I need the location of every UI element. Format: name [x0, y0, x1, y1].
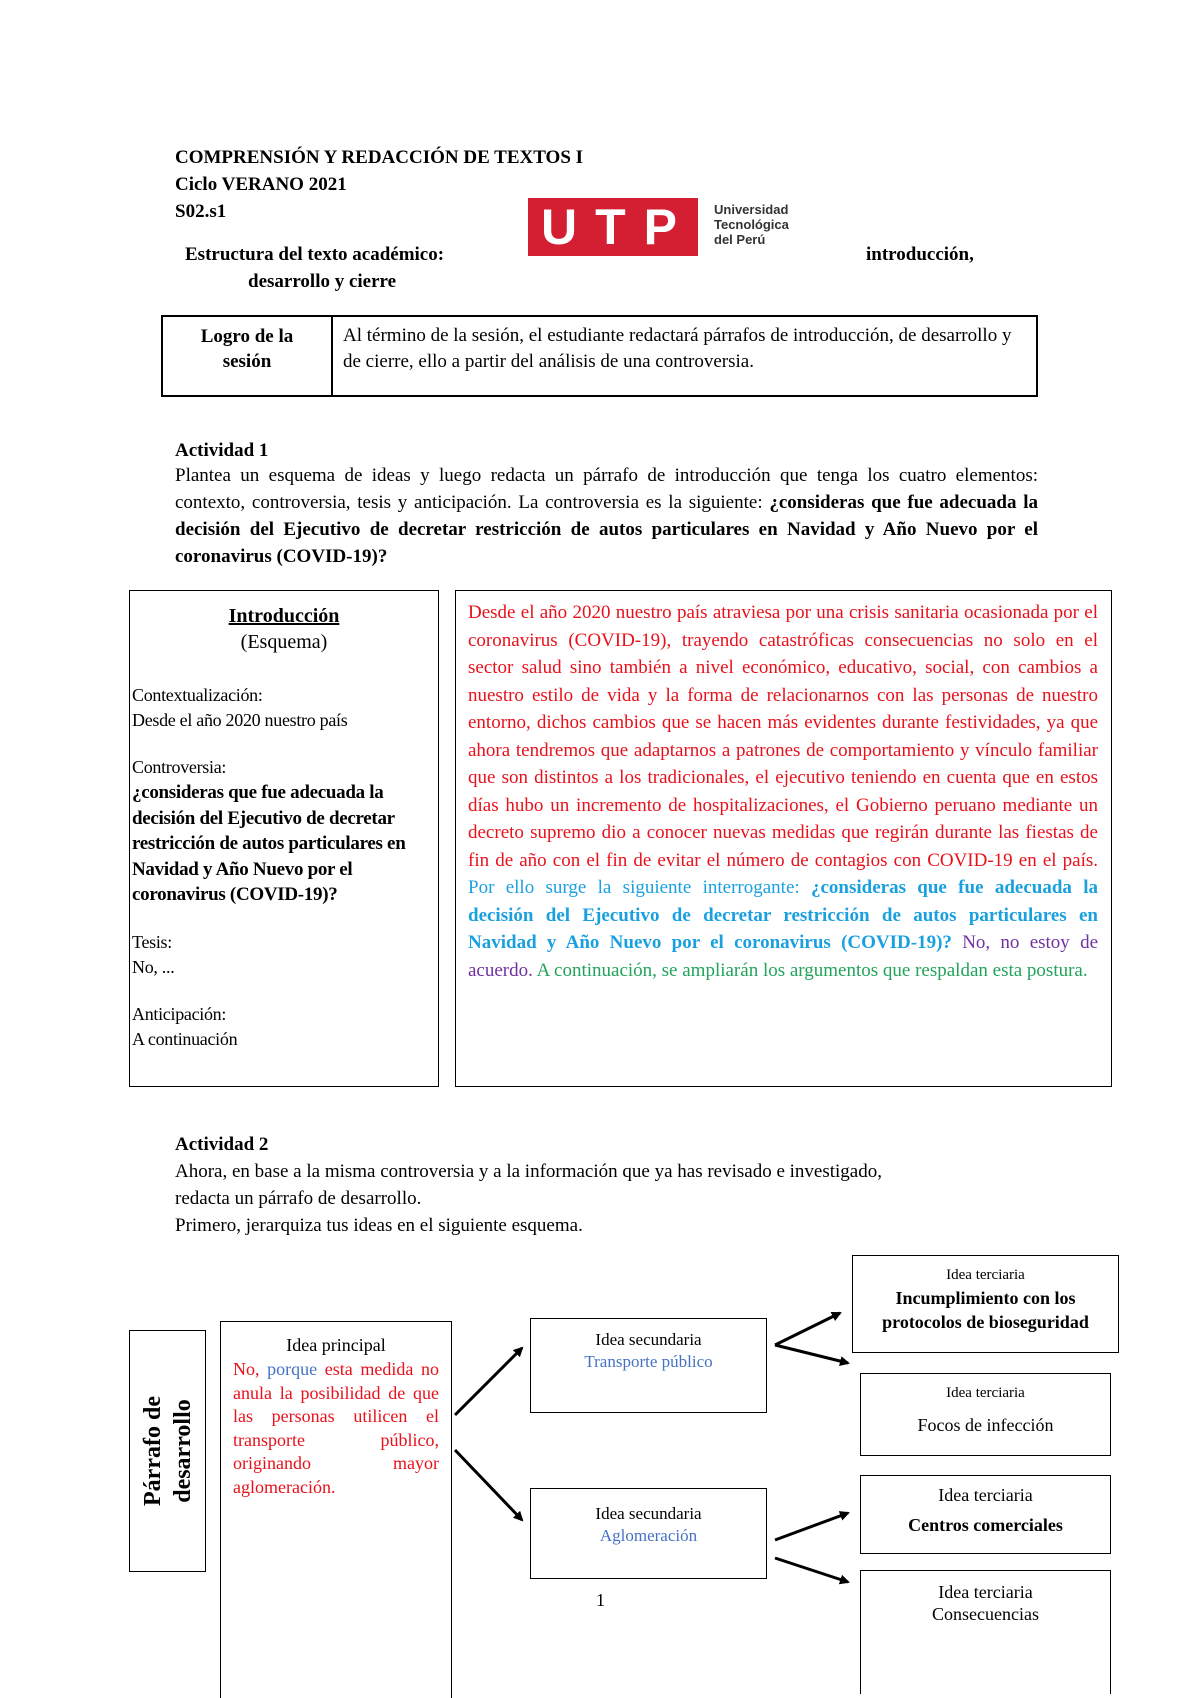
anticipation-text: A continuación [132, 1028, 238, 1049]
tertiary-idea-2-text: Focos de infección [917, 1415, 1054, 1435]
thesis-label: Tesis: [132, 931, 172, 952]
actividad2-line3: Primero, jerarquiza tus ideas en el siguiente esquema. [175, 1215, 583, 1236]
tertiary-idea-3-text: Centros comerciales [908, 1515, 1063, 1535]
actividad1-title: Actividad 1 [175, 440, 269, 461]
context-label: Contextualización: [132, 685, 263, 705]
actividad2-title: Actividad 2 [175, 1134, 269, 1155]
arrow-secondary-2-to-tertiary-3 [775, 1513, 848, 1540]
utp-logo-mark: UTP [528, 198, 698, 256]
arrow-secondary-2-to-tertiary-4 [775, 1558, 848, 1582]
course-title: COMPRENSIÓN Y REDACCIÓN DE TEXTOS I [175, 147, 584, 168]
thesis-text: No, ... [132, 956, 175, 977]
side-label-line2: desarrollo [169, 1399, 196, 1503]
esquema-title: Introducción [228, 605, 340, 627]
secondary-idea-1-text: Transporte público [584, 1352, 713, 1371]
controversy-text: ¿consideras que fue adecuada la decisión del Ejecutivo de decretar restricción de autos particulares en Navidad y Año Nuevo por el coronavirus (COVID-19)? [132, 782, 406, 905]
actividad2-line2: redacta un párrafo de desarrollo. [175, 1188, 422, 1209]
paragraph-question: ¿consideras que fue adecuada la decisión del Ejecutivo de decretar restricción de autos particulares en Navidad y Año Nuevo por el coronavirus (COVID-19)? [468, 877, 1098, 953]
session-code: S02.s1 [175, 201, 227, 222]
topic-line2: desarrollo y cierre [248, 271, 397, 292]
arrow-secondary-1-to-tertiary-2 [775, 1345, 848, 1363]
topic-left: Estructura del texto académico: [185, 244, 445, 265]
main-idea-text: No, porque esta medida no anula la posibilidad de que las personas utilicen el transporte público, originando mayor aglomeración. [233, 1359, 439, 1497]
secondary-idea-2-text: Aglomeración [599, 1526, 698, 1545]
tertiary-idea-3-label: Idea terciaria [938, 1485, 1033, 1505]
secondary-idea-2-label: Idea secundaria [595, 1504, 702, 1523]
tertiary-idea-4-label: Idea terciaria [938, 1582, 1033, 1602]
logro-label: Logro de la sesión [163, 317, 333, 395]
main-idea-label: Idea principal [286, 1335, 386, 1355]
actividad2-line1: Ahora, en base a la misma controversia y a la información que ya has revisado e investigado, [175, 1161, 882, 1182]
paragraph-thesis: No, no estoy de acuerdo. [468, 932, 1099, 981]
controversy-label: Controversia: [132, 757, 227, 777]
anticipation-label: Anticipación: [132, 1003, 227, 1024]
actividad1-instructions: Plantea un esquema de ideas y luego redacta un párrafo de introducción que tenga los cuatro elementos: contexto, controversia, tesis y anticipación. La controversia es la siguiente: ¿consideras que fue adecuada la decisión del Ejecutivo de decretar restricción de autos particulares en Navidad y Año Nuevo por el coronavirus (COVID-19)? [175, 465, 1038, 567]
tertiary-idea-2-label: Idea terciaria [946, 1385, 1025, 1401]
side-label-line1: Párrafo de [139, 1396, 166, 1506]
logro-text: Al término de la sesión, el estudiante redactará párrafos de introducción, de desarrollo y de cierre, ello a partir del análisis de una controversia. [343, 325, 1012, 372]
cycle: Ciclo VERANO 2021 [175, 174, 347, 195]
context-text: Desde el año 2020 nuestro país [132, 710, 348, 730]
arrow-main-to-secondary-1 [455, 1348, 522, 1415]
arrow-main-to-secondary-2 [455, 1450, 522, 1520]
paragraph-anticipation: A continuación, se ampliarán los argumentos que respaldan esta postura. [532, 959, 1088, 981]
paragraph-context: Desde el año 2020 nuestro país atraviesa por una crisis sanitaria ocasionada por el coronavirus (COVID-19), trayendo catastróficas consecuencias no solo en el sector salud sino también a nivel económico, educativo, social, con cambios a nuestro estilo de vida y la forma de relacionarnos con las personas de nuestro entorno, dichos cambios que se hacen más evidentes durante festividades, ya que ahora tendremos que adaptarnos a patrones de comportamiento y vínculo familiar que son distintos a los tradicionales, el ejecutivo teniendo en cuenta que en estos días hubo un incremento de hospitalizaciones, el Gobierno peruano mediante un decreto supremo dio a conocer nuevas medidas que regirán durante las fiestas de fin de año con el fin de evitar el número de contagios con COVID-19 en el país. [468, 602, 1098, 871]
paragraph-transition: Por ello surge la siguiente interrogante: [468, 877, 811, 898]
utp-logo-line1: Universidad [714, 202, 789, 217]
arrow-secondary-1-to-tertiary-1 [775, 1313, 840, 1345]
page-number: 1 [596, 1590, 605, 1610]
topic-right: introducción, [866, 244, 974, 265]
utp-logo-line2: Tecnológica [714, 217, 789, 232]
tertiary-idea-4-text: Consecuencias [932, 1604, 1039, 1624]
secondary-idea-1-label: Idea secundaria [595, 1330, 702, 1349]
utp-logo-line3: del Perú [714, 232, 766, 247]
actividad1-question: ¿consideras que fue adecuada la decisión del Ejecutivo de decretar restricción de autos particulares en Navidad y Año Nuevo por el coronavirus (COVID-19)? [175, 492, 1038, 567]
tertiary-idea-1-text: Incumplimiento con los protocolos de bioseguridad [882, 1288, 1089, 1332]
esquema-subtitle: (Esquema) [240, 631, 328, 653]
tertiary-idea-1-label: Idea terciaria [946, 1267, 1025, 1283]
